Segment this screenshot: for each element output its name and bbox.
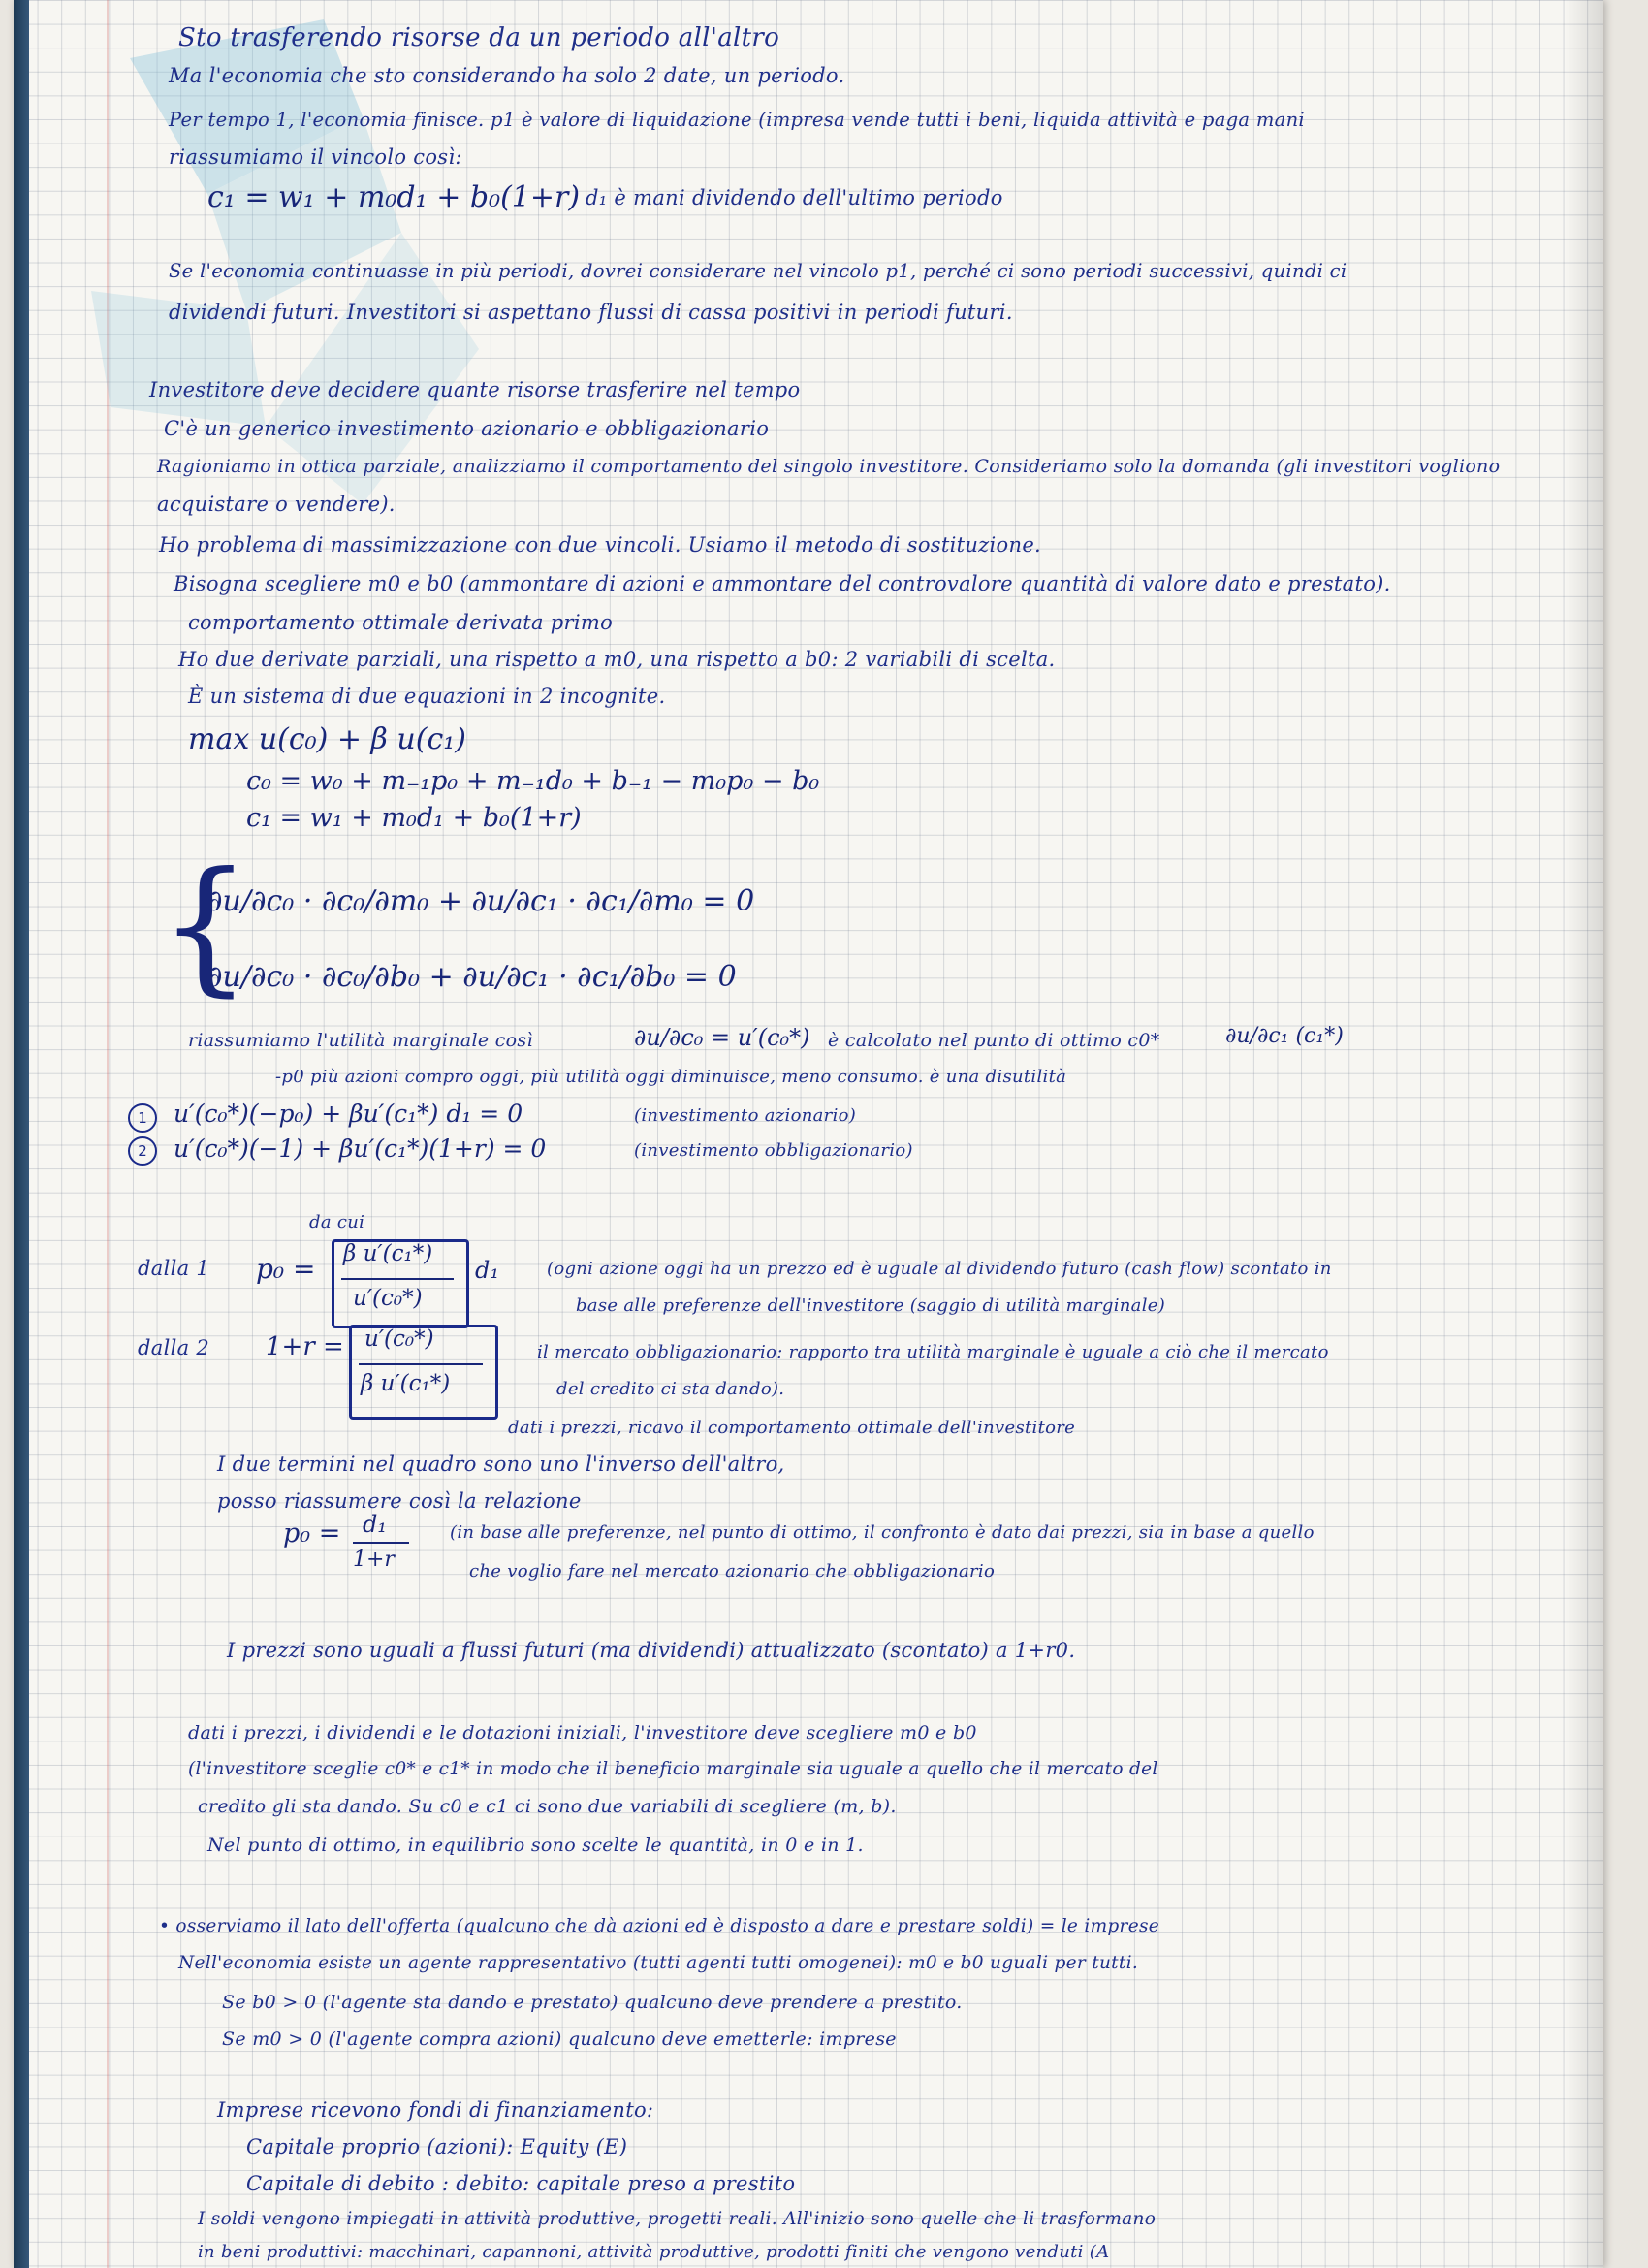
r-denominator: β u′(c₁*)	[361, 1371, 451, 1396]
note-line: È un sistema di due equazioni in 2 incognite.	[188, 685, 666, 708]
note-line: Se l'economia continuasse in più periodi, dovrei considerare nel vincolo p1, perché ci sono periodi successivi, quindi ci	[169, 260, 1347, 282]
r-numerator: u′(c₀*)	[364, 1326, 434, 1352]
note-line: da cui	[309, 1212, 365, 1232]
note-line: che voglio fare nel mercato azionario che obbligazionario	[469, 1561, 996, 1581]
system-equation-2: u′(c₀*)(−1) + βu′(c₁*)(1+r) = 0	[174, 1134, 547, 1163]
system-equation-1: u′(c₀*)(−p₀) + βu′(c₁*) d₁ = 0	[174, 1100, 523, 1128]
notebook-binding	[14, 0, 29, 2268]
note-line: del credito ci sta dando).	[556, 1379, 785, 1399]
relation-numerator: d₁	[363, 1511, 387, 1538]
note-line: (in base alle preferenze, nel punto di ottimo, il confronto è dato dai prezzi, sia in base a quello	[450, 1522, 1315, 1543]
equation-label-2: 2	[128, 1136, 157, 1166]
marginal-utility-def: ∂u/∂c₀ = u′(c₀*)	[634, 1024, 810, 1051]
note-line: (investimento obbligazionario)	[634, 1140, 913, 1161]
p0-dividend: d₁	[475, 1257, 499, 1284]
from-equation-2: dalla 2	[138, 1336, 210, 1359]
note-line: è calcolato nel punto di ottimo c0*	[828, 1030, 1160, 1051]
note-line: Bisogna scegliere m0 e b0 (ammontare di azioni e ammontare del controvalore quantità di valore dato e prestato).	[174, 572, 1391, 595]
relation-lhs: p₀ =	[283, 1518, 341, 1549]
note-line: Ma l'economia che sto considerando ha solo 2 date, un periodo.	[169, 64, 845, 87]
note-line: • osserviamo il lato dell'offerta (qualcuno che dà azioni ed è disposto a dare e prestare soldi) = le imprese	[159, 1916, 1159, 1936]
note-line: I prezzi sono uguali a flussi futuri (ma dividendi) attualizzato (scontato) a 1+r0.	[227, 1639, 1076, 1662]
note-line: I soldi vengono impiegati in attività produttive, progetti reali. All'inizio sono quelle che li trasformano	[198, 2209, 1157, 2229]
note-line: Capitale di debito : debito: capitale preso a prestito	[246, 2172, 796, 2195]
note-line: riassumiamo il vincolo così:	[169, 145, 462, 169]
note-line: credito gli sta dando. Su c0 e c1 ci sono due variabili di scegliere (m, b).	[198, 1796, 897, 1817]
note-line: Imprese ricevono fondi di finanziamento:	[217, 2098, 654, 2122]
budget-constraint-c1: c₁ = w₁ + m₀d₁ + b₀(1+r)	[207, 180, 581, 214]
system-brace: {	[159, 842, 252, 1010]
note-line: base alle preferenze dell'investitore (saggio di utilità marginale)	[576, 1295, 1166, 1316]
note-line: acquistare o vendere).	[157, 493, 396, 516]
relation-denominator: 1+r	[353, 1548, 395, 1572]
note-line: Investitore deve decidere quante risorse trasferire nel tempo	[149, 378, 801, 401]
note-line: dividendi futuri. Investitori si aspettano flussi di cassa positivi in periodi futuri.	[169, 301, 1013, 324]
fraction-bar	[353, 1542, 409, 1544]
fraction-bar	[341, 1278, 454, 1280]
p0-numerator: β u′(c₁*)	[343, 1241, 433, 1266]
note-line: Se m0 > 0 (l'agente compra azioni) qualcuno deve emetterle: imprese	[222, 2028, 897, 2050]
p0-denominator: u′(c₀*)	[353, 1286, 423, 1311]
note-line: dati i prezzi, i dividendi e le dotazioni iniziali, l'investitore deve scegliere m0 e b0	[188, 1722, 977, 1743]
note-line: Capitale proprio (azioni): Equity (E)	[246, 2135, 628, 2158]
p0-lhs: p₀ =	[256, 1253, 316, 1285]
note-line: -p0 più azioni compro oggi, più utilità oggi diminuisce, meno consumo. è una disutilità	[275, 1067, 1067, 1087]
note-line: Se b0 > 0 (l'agente sta dando e prestato) qualcuno deve prendere a prestito.	[222, 1992, 963, 2013]
note-line: C'è un generico investimento azionario e obbligazionario	[164, 417, 770, 440]
foc-equation-2: ∂u/∂c₀ · ∂c₀/∂b₀ + ∂u/∂c₁ · ∂c₁/∂b₀ = 0	[207, 960, 737, 994]
fraction-bar	[359, 1363, 483, 1365]
note-line: Ragioniamo in ottica parziale, analizziamo il comportamento del singolo investitore. Consideriamo solo la domanda (gli investitori vogliono	[157, 456, 1501, 477]
notebook-page	[14, 0, 1603, 2268]
r-lhs: 1+r =	[266, 1332, 344, 1361]
equation-label-1: 1	[128, 1103, 157, 1133]
note-line: (investimento azionario)	[634, 1105, 857, 1126]
foc-equation-1: ∂u/∂c₀ · ∂c₀/∂m₀ + ∂u/∂c₁ · ∂c₁/∂m₀ = 0	[207, 884, 755, 918]
note-line: (ogni azione oggi ha un prezzo ed è uguale al dividendo futuro (cash flow) scontato in	[547, 1259, 1332, 1279]
note-line: comportamento ottimale derivata primo	[188, 611, 614, 634]
marginal-utility-def-2: ∂u/∂c₁ (c₁*)	[1225, 1024, 1344, 1048]
note-line: in beni produttivi: macchinari, capannoni, attività produttive, prodotti finiti che vengono venduti (A	[198, 2242, 1110, 2262]
note-line: il mercato obbligazionario: rapporto tra utilità marginale è uguale a ciò che il mercato	[537, 1342, 1329, 1362]
note-line: Sto trasferendo risorse da un periodo all'altro	[178, 23, 780, 52]
constraint-c1: c₁ = w₁ + m₀d₁ + b₀(1+r)	[246, 803, 582, 833]
objective-function: max u(c₀) + β u(c₁)	[188, 722, 466, 756]
note-line: Ho problema di massimizzazione con due vincoli. Usiamo il metodo di sostituzione.	[159, 533, 1042, 557]
from-equation-1: dalla 1	[138, 1257, 210, 1280]
note-line: Ho due derivate parziali, una rispetto a m0, una rispetto a b0: 2 variabili di scelta.	[178, 648, 1056, 671]
note-line: riassumiamo l'utilità marginale così	[188, 1030, 533, 1051]
page-edge-shadow	[1565, 0, 1603, 2268]
note-line: Per tempo 1, l'economia finisce. p1 è valore di liquidazione (impresa vende tutti i beni, liquida attività e paga mani	[169, 109, 1305, 131]
note-line: Nell'economia esiste un agente rappresentativo (tutti agenti tutti omogenei): m0 e b0 uguali per tutti.	[178, 1953, 1139, 1973]
note-line: (l'investitore sceglie c0* e c1* in modo che il beneficio marginale sia uguale a quello che il mercato del	[188, 1759, 1158, 1779]
note-line: posso riassumere così la relazione	[217, 1489, 582, 1513]
constraint-c0: c₀ = w₀ + m₋₁p₀ + m₋₁d₀ + b₋₁ − m₀p₀ − b₀	[246, 766, 820, 796]
budget-note: d₁ è mani dividendo dell'ultimo periodo	[586, 186, 1003, 209]
note-line: I due termini nel quadro sono uno l'inverso dell'altro,	[217, 1453, 785, 1476]
note-line: Nel punto di ottimo, in equilibrio sono scelte le quantità, in 0 e in 1.	[207, 1835, 864, 1856]
note-line: dati i prezzi, ricavo il comportamento ottimale dell'investitore	[508, 1418, 1076, 1438]
